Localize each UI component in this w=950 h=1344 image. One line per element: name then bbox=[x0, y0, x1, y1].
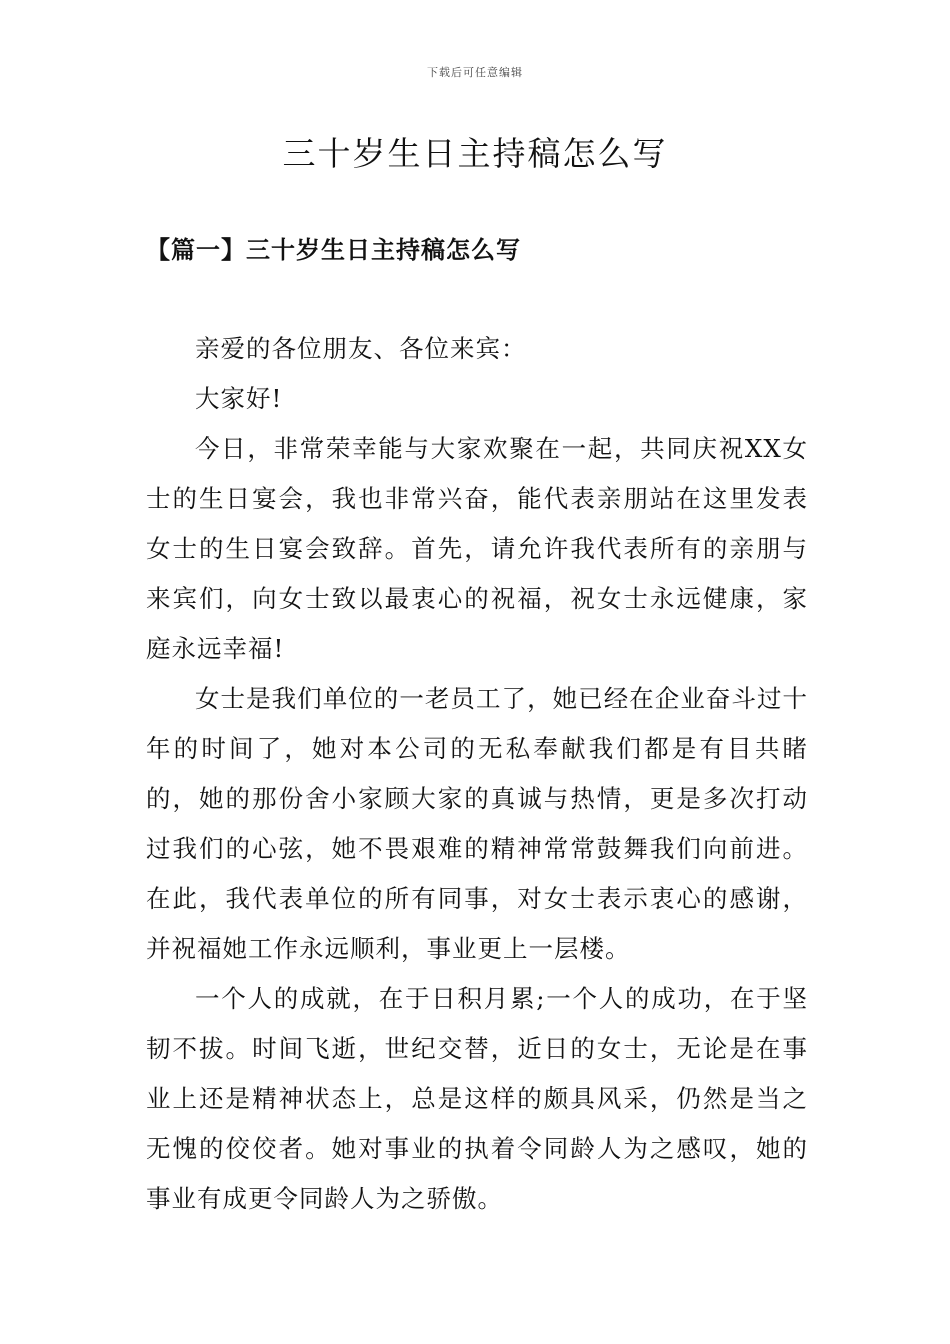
header-note: 下载后可任意编辑 bbox=[427, 66, 523, 79]
paragraph-opening: 今日，非常荣幸能与大家欢聚在一起，共同庆祝XX女士的生日宴会，我也非常兴奋，能代表亲朋站在这里发表女士的生日宴会致辞。首先，请允许我代表所有的亲朋与来宾们，向女士致以最衷心的祝福，祝女士永远健康，家庭永远幸福! bbox=[146, 434, 808, 663]
document-title: 三十岁生日主持稿怎么写 bbox=[282, 134, 668, 173]
paragraph-greeting: 亲爱的各位朋友、各位来宾： bbox=[195, 334, 527, 363]
body-text bbox=[146, 324, 808, 1224]
section-heading: 【篇一】三十岁生日主持稿怎么写 bbox=[146, 235, 521, 264]
paragraph-achievement: 一个人的成就，在于日积月累;一个人的成功，在于坚韧不拔。时间飞逝，世纪交替，近日的女士，无论是在事业上还是精神状态上，总是这样的颇具风采，仍然是当之无愧的佼佼者。她对事业的执着令同龄人为之感叹，她的事业有成更令同龄人为之骄傲。 bbox=[146, 984, 808, 1213]
paragraph-hello: 大家好! bbox=[195, 384, 283, 413]
paragraph-tribute: 女士是我们单位的一老员工了，她已经在企业奋斗过十年的时间了，她对本公司的无私奉献我们都是有目共睹的，她的那份舍小家顾大家的真诚与热情，更是多次打动过我们的心弦，她不畏艰难的精神常常鼓舞我们向前进。在此，我代表单位的所有同事，对女士表示衷心的感谢，并祝福她工作永远顺利，事业更上一层楼。 bbox=[146, 684, 808, 963]
